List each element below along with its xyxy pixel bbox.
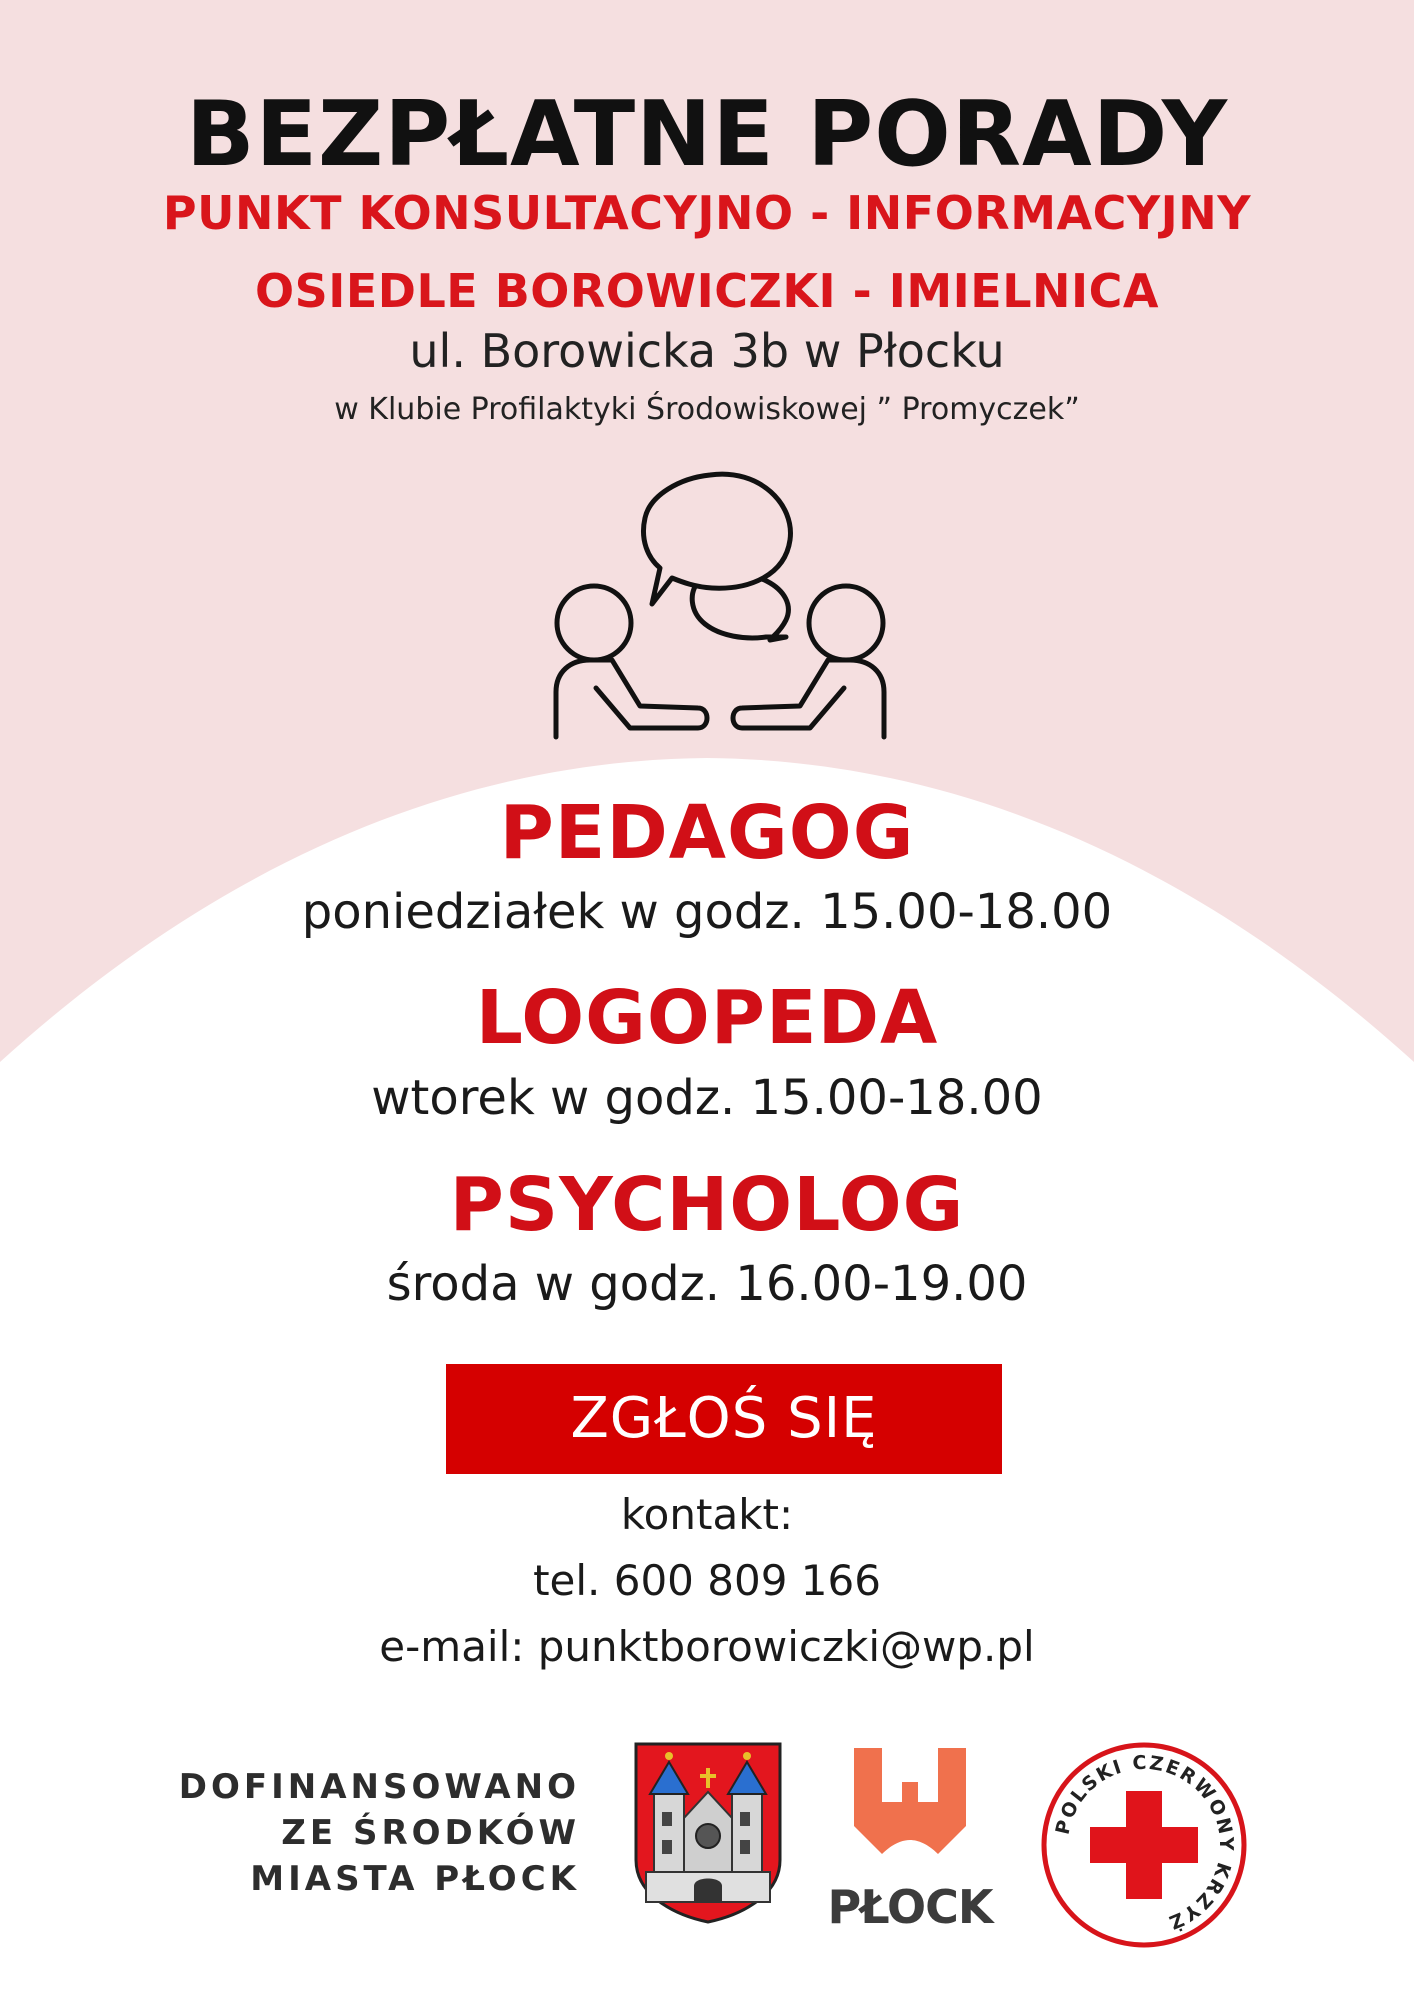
club-name: w Klubie Profilaktyki Środowiskowej ” Promyczek” xyxy=(334,392,1080,427)
subtitle-consultation-point: PUNKT KONSULTACYJNO - INFORMACYJNY xyxy=(162,186,1252,240)
funding-line-2: ZE ŚRODKÓW xyxy=(281,1813,580,1853)
funding-line-1: DOFINANSOWANO xyxy=(178,1767,580,1807)
contact-phone[interactable]: tel. 600 809 166 xyxy=(533,1556,881,1605)
service-role-psycholog: PSYCHOLOG xyxy=(449,1162,965,1248)
service-role-pedagog: PEDAGOG xyxy=(499,790,915,876)
page-title: BEZPŁATNE PORADY xyxy=(185,82,1229,187)
svg-text:POLSKI CZERWONY KRZYŻ: POLSKI CZERWONY KRZYŻ xyxy=(1051,1751,1238,1934)
consultation-people-icon xyxy=(540,465,900,755)
contact-email[interactable]: e-mail: punktborowiczki@wp.pl xyxy=(379,1622,1035,1671)
funding-line-3: MIASTA PŁOCK xyxy=(250,1859,580,1899)
sign-up-button[interactable]: ZGŁOŚ SIĘ xyxy=(446,1364,1002,1474)
service-hours-logopeda: wtorek w godz. 15.00-18.00 xyxy=(371,1070,1043,1126)
plock-city-logo-text: PŁOCK xyxy=(827,1880,993,1934)
address: ul. Borowicka 3b w Płocku xyxy=(409,324,1005,378)
service-role-logopeda: LOGOPEDA xyxy=(475,975,939,1061)
contact-heading: kontakt: xyxy=(620,1490,794,1539)
subtitle-district: OSIEDLE BOROWICZKI - IMIELNICA xyxy=(255,264,1159,318)
service-hours-pedagog: poniedziałek w godz. 15.00-18.00 xyxy=(301,884,1113,940)
funding-note xyxy=(150,1764,580,1902)
service-hours-psycholog: środa w godz. 16.00-19.00 xyxy=(386,1256,1028,1312)
red-cross-logo xyxy=(1040,1741,1248,1949)
plock-coat-of-arms-logo xyxy=(632,1740,784,1926)
